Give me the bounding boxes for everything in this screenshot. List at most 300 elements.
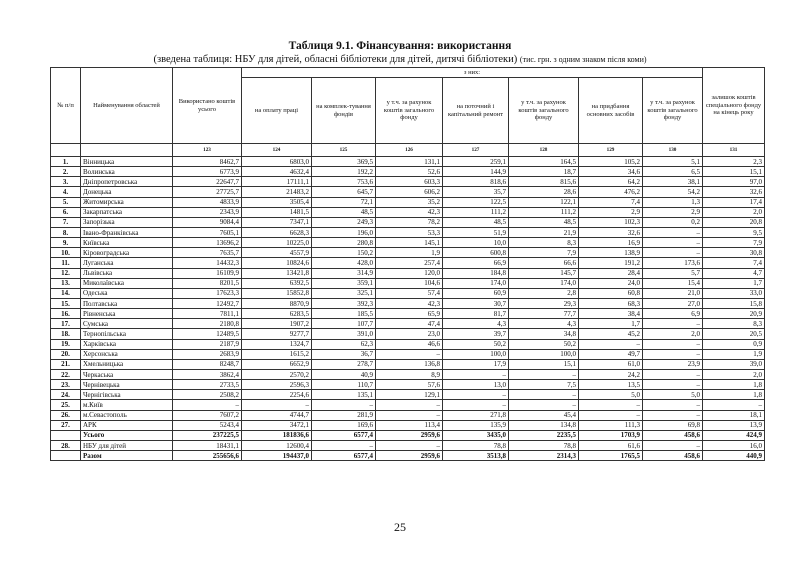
value-cell: 2,0 [643,329,703,339]
value-cell: 48,5 [312,207,376,217]
value-cell: 7635,7 [173,248,242,258]
row-index: 24. [51,390,81,400]
table-title: Таблиця 9.1. Фінансування: використання [288,40,512,52]
table-row [51,359,765,369]
table-row [51,187,765,197]
value-cell: 23,0 [376,329,443,339]
value-cell: 249,3 [312,217,376,227]
region-name: Усього [81,430,173,440]
value-cell: 100,0 [509,349,579,359]
value-cell: – [643,339,703,349]
value-cell: 7,4 [703,258,765,268]
value-cell: 1765,5 [579,451,643,461]
value-cell: 1,9 [703,349,765,359]
value-cell: 129,1 [376,390,443,400]
subtitle-units: (тис. грн. з одним знаком після коми) [519,55,647,64]
value-cell: 281,9 [312,410,376,420]
value-cell: 60,9 [443,288,509,298]
value-cell: 7,9 [703,238,765,248]
value-cell: – [643,369,703,379]
value-cell: 30,7 [443,298,509,308]
region-name: Херсонська [81,349,173,359]
code-cell: 131 [703,144,765,157]
value-cell: 1324,7 [242,339,312,349]
value-cell: 6652,9 [242,359,312,369]
row-index: 5. [51,197,81,207]
value-cell: 135,1 [312,390,376,400]
value-cell: 196,0 [312,227,376,237]
value-cell: 815,6 [509,177,579,187]
value-cell: 458,6 [643,430,703,440]
value-cell: – [643,410,703,420]
row-index: 9. [51,238,81,248]
value-cell: 8,9 [376,369,443,379]
region-name: Закарпатська [81,207,173,217]
value-cell: 131,1 [376,157,443,167]
value-cell: 6,9 [643,309,703,319]
value-cell: 3862,4 [173,369,242,379]
code-cell: 126 [376,144,443,157]
value-cell: 17,9 [443,359,509,369]
table-row [51,400,765,410]
value-cell: 111,2 [509,207,579,217]
region-name: Хмельницька [81,359,173,369]
value-cell: 185,5 [312,309,376,319]
value-cell: 476,2 [579,187,643,197]
value-cell: 64,2 [579,177,643,187]
value-cell: 2508,2 [173,390,242,400]
value-cell: – [643,238,703,248]
region-name: Тернопільська [81,329,173,339]
value-cell: 7,4 [579,197,643,207]
table-row [51,440,765,450]
value-cell: 20,5 [703,329,765,339]
value-cell: – [376,349,443,359]
region-name: Дніпропетровська [81,177,173,187]
value-cell: 33,0 [703,288,765,298]
value-cell: 7607,2 [173,410,242,420]
value-cell: 45,4 [509,410,579,420]
value-cell: 17623,3 [173,288,242,298]
value-cell: 0,9 [703,339,765,349]
value-cell: 257,4 [376,258,443,268]
value-cell: 111,2 [443,207,509,217]
code-cell: 128 [509,144,579,157]
value-cell: 191,2 [579,258,643,268]
value-cell: 39,7 [443,329,509,339]
value-cell: 27,0 [643,298,703,308]
value-cell: – [643,319,703,329]
value-cell: 29,3 [509,298,579,308]
value-cell: 2314,3 [509,451,579,461]
value-cell: 42,3 [376,298,443,308]
row-index [51,451,81,461]
value-cell: 13,0 [443,380,509,390]
code-row [51,144,765,157]
value-cell: 50,2 [509,339,579,349]
row-index: 23. [51,380,81,390]
header-salary: на оплату праці [242,78,312,144]
financing-table [50,67,765,461]
table-row [51,390,765,400]
value-cell: 12600,4 [242,440,312,450]
value-cell: 57,6 [376,380,443,390]
table-row [51,278,765,288]
value-cell: – [443,400,509,410]
value-cell: – [443,369,509,379]
row-index: 13. [51,278,81,288]
value-cell: 1,7 [703,278,765,288]
header-remainder: залишок коштів спеціального фонду на кінець року [703,68,765,144]
region-name: Волинська [81,167,173,177]
value-cell: 36,7 [312,349,376,359]
value-cell: 42,3 [376,207,443,217]
value-cell: 53,3 [376,227,443,237]
value-cell: 181836,6 [242,430,312,440]
header-acquisition-general: у т.ч. за рахунок коштів загального фонду [376,78,443,144]
value-cell: 5,7 [643,268,703,278]
value-cell: – [443,390,509,400]
value-cell: 6773,9 [173,167,242,177]
value-cell: 10225,0 [242,238,312,248]
value-cell: – [643,440,703,450]
value-cell: 17,4 [703,197,765,207]
value-cell: 54,2 [643,187,703,197]
row-index: 15. [51,298,81,308]
value-cell: 57,4 [376,288,443,298]
value-cell: 145,1 [376,238,443,248]
value-cell: 51,9 [443,227,509,237]
value-cell: 9,5 [703,227,765,237]
region-name: Луганська [81,258,173,268]
value-cell: 18431,1 [173,440,242,450]
value-cell: 5,0 [579,390,643,400]
value-cell: 2,0 [703,369,765,379]
table-row [51,207,765,217]
header-group: з них: [242,68,703,78]
value-cell: 35,7 [443,187,509,197]
value-cell: 24,0 [579,278,643,288]
region-name: Івано-Франківська [81,227,173,237]
code-cell: 130 [643,144,703,157]
value-cell: 102,3 [579,217,643,227]
region-name: Одеська [81,288,173,298]
value-cell: 174,0 [509,278,579,288]
table-row [51,339,765,349]
value-cell: 138,9 [579,248,643,258]
header-repair: на поточний і капітальний ремонт [443,78,509,144]
value-cell: 5,1 [643,157,703,167]
table-row [51,157,765,167]
value-cell: 392,3 [312,298,376,308]
value-cell: 1,8 [703,380,765,390]
value-cell: – [376,440,443,450]
value-cell: 66,9 [443,258,509,268]
header-name: Найменування областей [81,68,173,144]
table-row [51,349,765,359]
table-row [51,410,765,420]
value-cell: 22647,7 [173,177,242,187]
value-cell: 6577,4 [312,430,376,440]
value-cell: 7605,1 [173,227,242,237]
region-name: Полтавська [81,298,173,308]
row-index: 17. [51,319,81,329]
value-cell: 2235,5 [509,430,579,440]
value-cell: 440,9 [703,451,765,461]
value-cell: 104,6 [376,278,443,288]
value-cell: 111,3 [579,420,643,430]
value-cell: 107,7 [312,319,376,329]
value-cell: 32,6 [579,227,643,237]
value-cell: 72,1 [312,197,376,207]
value-cell: 4,3 [509,319,579,329]
value-cell: 4,3 [443,319,509,329]
region-name: Харківська [81,339,173,349]
value-cell: 13,9 [703,420,765,430]
value-cell: – [579,339,643,349]
value-cell: – [643,248,703,258]
value-cell: 2,0 [703,207,765,217]
value-cell: 184,8 [443,268,509,278]
region-name: Чернівецька [81,380,173,390]
value-cell: 2,9 [643,207,703,217]
value-cell: 2683,9 [173,349,242,359]
value-cell: – [376,400,443,410]
region-name: Чернігівська [81,390,173,400]
header-used-total: Використано коштів усього [173,68,242,144]
value-cell: 48,5 [509,217,579,227]
value-cell: 122,5 [443,197,509,207]
code-cell: 124 [242,144,312,157]
value-cell: – [643,380,703,390]
value-cell: 174,0 [443,278,509,288]
region-name: Кіровоградська [81,248,173,258]
value-cell: 3505,4 [242,197,312,207]
value-cell: 24,2 [579,369,643,379]
value-cell: 135,9 [443,420,509,430]
region-name: Житомирська [81,197,173,207]
value-cell: 21483,2 [242,187,312,197]
table-row [51,329,765,339]
value-cell: 18,7 [509,167,579,177]
row-index: 20. [51,349,81,359]
value-cell: 2,3 [703,157,765,167]
value-cell: – [579,410,643,420]
value-cell: 9277,7 [242,329,312,339]
value-cell: 78,2 [376,217,443,227]
value-cell: 13,5 [579,380,643,390]
total-row [51,430,765,440]
row-index [51,430,81,440]
value-cell: 10,0 [443,238,509,248]
region-name: Миколаївська [81,278,173,288]
row-index: 10. [51,248,81,258]
value-cell: – [312,400,376,410]
region-name: Сумська [81,319,173,329]
table-row [51,309,765,319]
region-name: Вінницька [81,157,173,167]
region-name: м.Севастополь [81,410,173,420]
value-cell: 8,3 [509,238,579,248]
value-cell: 69,8 [643,420,703,430]
value-cell: 4,7 [703,268,765,278]
value-cell: 65,9 [376,309,443,319]
value-cell: 34,8 [509,329,579,339]
value-cell: – [643,349,703,359]
value-cell: 28,6 [509,187,579,197]
value-cell: 20,9 [703,309,765,319]
value-cell: 458,6 [643,451,703,461]
value-cell: 136,8 [376,359,443,369]
value-cell: 47,4 [376,319,443,329]
value-cell: 15,1 [509,359,579,369]
table-subtitle [0,54,800,65]
value-cell: 7811,1 [173,309,242,319]
value-cell: 40,9 [312,369,376,379]
page-number: 25 [394,520,406,534]
row-index: 12. [51,268,81,278]
value-cell: 237225,5 [173,430,242,440]
table-row [51,248,765,258]
value-cell: – [509,400,579,410]
row-index: 18. [51,329,81,339]
value-cell: 120,0 [376,268,443,278]
value-cell: 134,8 [509,420,579,430]
value-cell: 60,8 [579,288,643,298]
value-cell: 169,6 [312,420,376,430]
row-index: 11. [51,258,81,268]
value-cell: 12492,7 [173,298,242,308]
value-cell: 150,2 [312,248,376,258]
value-cell: 16,0 [703,440,765,450]
value-cell: 110,7 [312,380,376,390]
value-cell: 46,6 [376,339,443,349]
value-cell: 15,1 [703,167,765,177]
header-repair-general: у т.ч. за рахунок коштів загального фонду [509,78,579,144]
value-cell: – [643,400,703,410]
code-cell: 125 [312,144,376,157]
value-cell: 17111,1 [242,177,312,187]
table-row [51,177,765,187]
value-cell: 45,2 [579,329,643,339]
region-name: Разом [81,451,173,461]
row-index: 3. [51,177,81,187]
value-cell: 77,7 [509,309,579,319]
table-row [51,268,765,278]
value-cell: 21,0 [643,288,703,298]
value-cell: 100,0 [443,349,509,359]
region-name: Рівненська [81,309,173,319]
value-cell: 3513,8 [443,451,509,461]
value-cell: 1703,9 [579,430,643,440]
value-cell: – [173,400,242,410]
value-cell: 1907,2 [242,319,312,329]
value-cell: 18,1 [703,410,765,420]
value-cell: 606,2 [376,187,443,197]
value-cell: 68,3 [579,298,643,308]
value-cell: 16109,9 [173,268,242,278]
header-fixed-assets: на придбання основних засобів [579,78,643,144]
value-cell: 15,8 [703,298,765,308]
value-cell: 49,7 [579,349,643,359]
value-cell: 21,9 [509,227,579,237]
value-cell: 38,1 [643,177,703,187]
value-cell: 645,7 [312,187,376,197]
value-cell: 61,0 [579,359,643,369]
value-cell: 8462,7 [173,157,242,167]
value-cell: 52,6 [376,167,443,177]
value-cell: 1481,5 [242,207,312,217]
table-row [51,298,765,308]
row-index: 1. [51,157,81,167]
value-cell: 8248,7 [173,359,242,369]
value-cell: 278,7 [312,359,376,369]
row-index: 28. [51,440,81,450]
value-cell: 3435,0 [443,430,509,440]
value-cell: 145,7 [509,268,579,278]
value-cell: 6283,5 [242,309,312,319]
value-cell: 600,8 [443,248,509,258]
row-index: 2. [51,167,81,177]
row-index: 27. [51,420,81,430]
region-name: Львівська [81,268,173,278]
region-name: Черкаська [81,369,173,379]
value-cell: 2187,9 [173,339,242,349]
value-cell: 13696,2 [173,238,242,248]
header-no: № п/п [51,68,81,144]
code-cell: 123 [173,144,242,157]
value-cell: 369,5 [312,157,376,167]
value-cell: 48,5 [443,217,509,227]
value-cell: 1,8 [703,390,765,400]
row-index: 25. [51,400,81,410]
value-cell: 97,0 [703,177,765,187]
value-cell: 4744,7 [242,410,312,420]
region-name: м.Київ [81,400,173,410]
header-fixed-assets-general: у т.ч. за рахунок коштів загального фонду [643,78,703,144]
value-cell: 8870,9 [242,298,312,308]
value-cell: 14432,3 [173,258,242,268]
row-index: 26. [51,410,81,420]
value-cell: – [509,369,579,379]
value-cell: 2959,6 [376,451,443,461]
value-cell: 753,6 [312,177,376,187]
code-cell: 127 [443,144,509,157]
value-cell: 16,9 [579,238,643,248]
value-cell: 10824,6 [242,258,312,268]
value-cell: 359,1 [312,278,376,288]
value-cell: 2,9 [579,207,643,217]
value-cell: 23,9 [643,359,703,369]
value-cell: 1615,2 [242,349,312,359]
value-cell: 1,3 [643,197,703,207]
value-cell: 8201,5 [173,278,242,288]
table-row [51,420,765,430]
value-cell: 2254,6 [242,390,312,400]
row-index: 22. [51,369,81,379]
table-row [51,238,765,248]
value-cell: 105,2 [579,157,643,167]
value-cell: 113,4 [376,420,443,430]
value-cell: – [509,390,579,400]
value-cell: 259,1 [443,157,509,167]
value-cell: 2733,5 [173,380,242,390]
value-cell: 7347,1 [242,217,312,227]
row-index: 6. [51,207,81,217]
value-cell: 2343,9 [173,207,242,217]
value-cell: 1,7 [579,319,643,329]
region-name: АРК [81,420,173,430]
